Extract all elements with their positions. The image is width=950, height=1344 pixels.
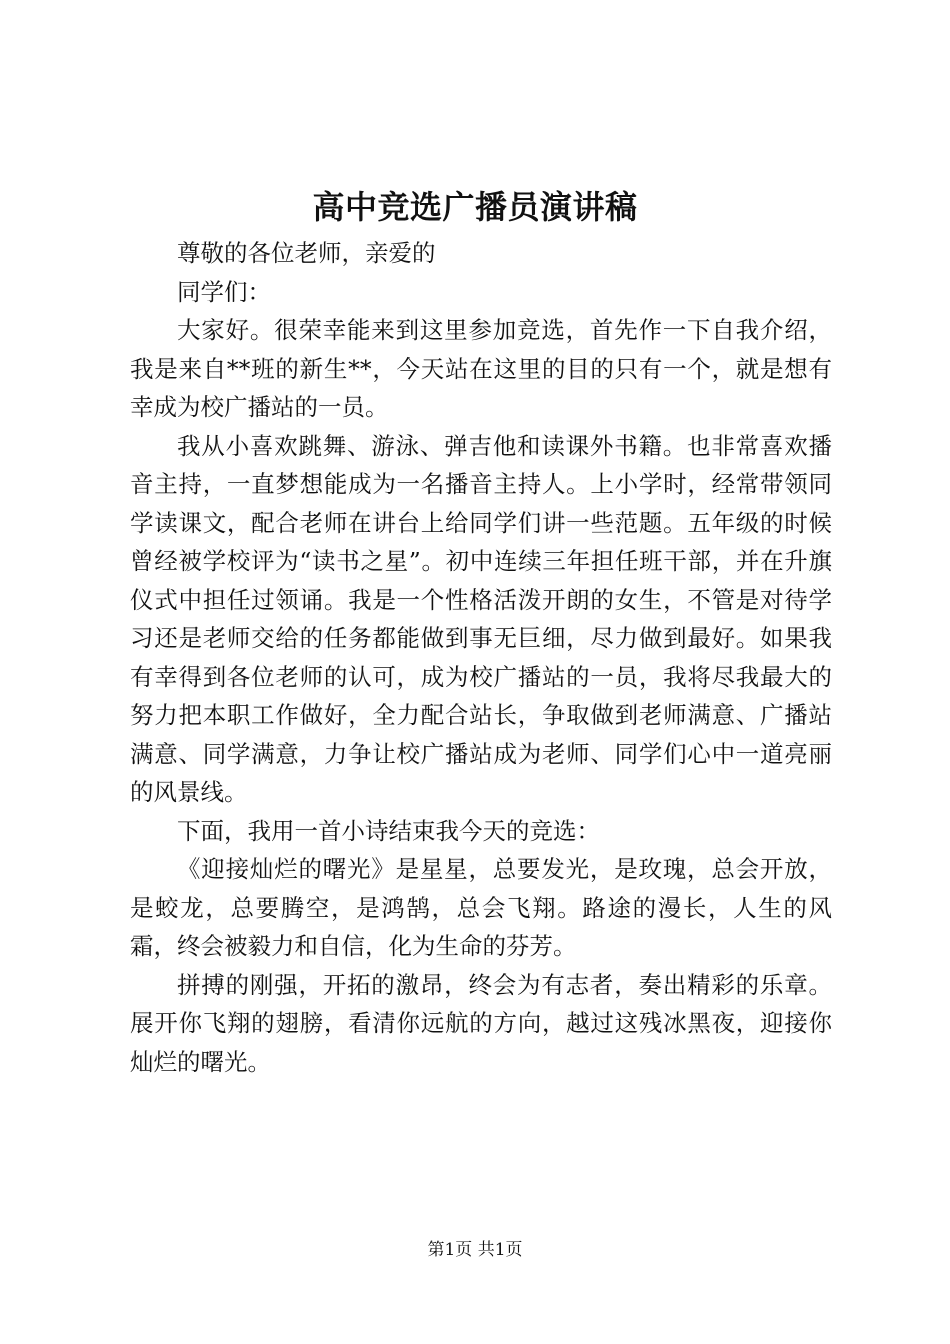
paragraph-experience: 我从小喜欢跳舞、游泳、弹吉他和读课外书籍。也非常喜欢播音主持，一直梦想能成为一名播音主持人。上小学时，经常带领同学读课文，配合老师在讲台上给同学们讲一些范题。五年级的时候曾经被学校评为“读书之星”。初中连续三年担任班干部，并在升旗仪式中担任过领诵。我是一个性格活泼开朗的女生，不管是对待学习还是老师交给的任务都能做到事无巨细，尽力做到最好。如果我有幸得到各位老师的认可，成为校广播站的一员，我将尽我最大的努力把本职工作做好，全力配合站长，争取做到老师满意、广播站满意、同学满意，力争让校广播站成为老师、同学们心中一道亮丽的风景线。 [130, 431, 832, 806]
paragraph-introduction: 大家好。很荣幸能来到这里参加竞选，首先作一下自我介绍，我是来自**班的新生**，今天站在这里的目的只有一个，就是想有幸成为校广播站的一员。 [130, 316, 832, 421]
page-footer: 第1页 共1页 [427, 1240, 523, 1260]
greeting-line-2: 同学们： [177, 277, 271, 306]
greeting-line-1: 尊敬的各位老师，亲爱的 [177, 239, 436, 267]
document-body [130, 234, 832, 1081]
paragraph-poem-part-1: 《迎接灿烂的曙光》是星星，总要发光，是玫瑰，总会开放，是蛟龙，总要腾空，是鸿鹄，总会飞翔。路途的漫长，人生的风霜，终会被毅力和自信，化为生命的芬芳。 [130, 855, 832, 960]
paragraph-poem-part-2: 拼搏的刚强，开拓的激昂，终会为有志者，奏出精彩的乐章。展开你飞翔的翅膀，看清你远航的方向，越过这残冰黑夜，迎接你灿烂的曙光。 [130, 970, 832, 1076]
document-title: 高中竞选广播员演讲稿 [312, 188, 638, 226]
paragraph-poem-intro: 下面，我用一首小诗结束我今天的竞选： [177, 816, 600, 845]
